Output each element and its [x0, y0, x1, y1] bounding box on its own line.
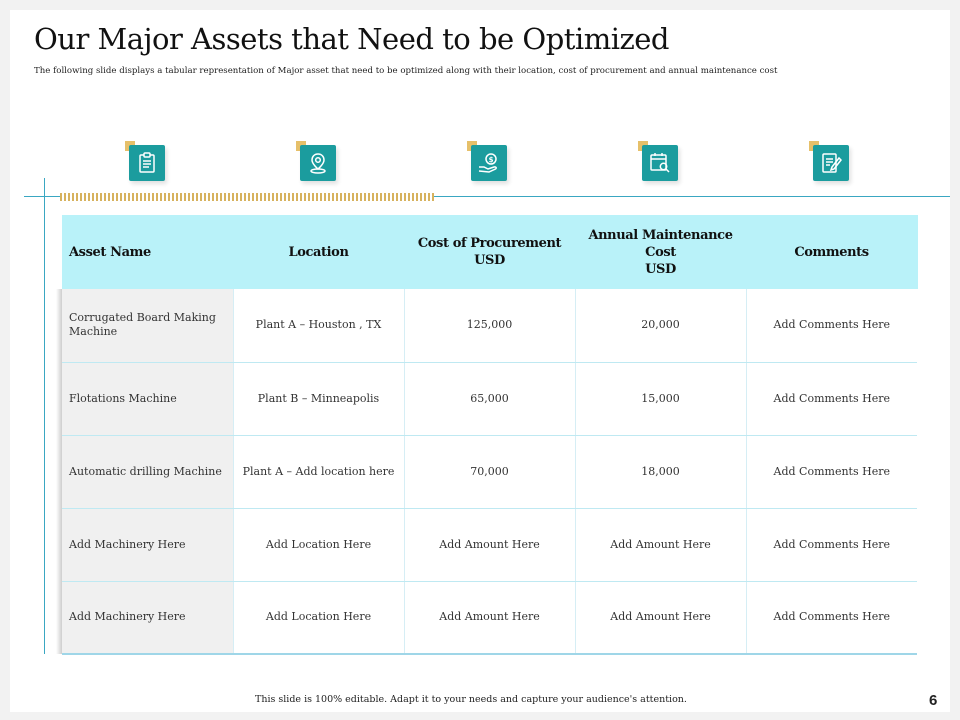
slide-footer: This slide is 100% editable. Adapt it to your needs and capture your audience's attention.	[255, 694, 687, 705]
table-row	[62, 362, 917, 435]
page-number: 6	[929, 692, 938, 709]
table-cell: Automatic drilling Machine	[62, 435, 233, 508]
svg-text:$: $	[488, 156, 494, 164]
vertical-divider	[44, 178, 45, 654]
column-header: Comments	[746, 215, 917, 289]
table-cell: Add Comments Here	[746, 435, 917, 508]
column-header: Cost of Procurement USD	[404, 215, 575, 289]
slide-title: Our Major Assets that Need to be Optimized	[34, 22, 669, 56]
table-header-row	[62, 215, 917, 289]
table-cell: Corrugated Board Making Machine	[62, 289, 233, 362]
table-cell: 70,000	[404, 435, 575, 508]
table-cell: Add Comments Here	[746, 581, 917, 654]
table-cell: Add Comments Here	[746, 508, 917, 581]
location-pin-icon	[296, 141, 340, 185]
table-cell: Add Amount Here	[404, 581, 575, 654]
table-cell: Add Location Here	[233, 508, 404, 581]
column-header: Location	[233, 215, 404, 289]
column-header: Annual Maintenance Cost USD	[575, 215, 746, 289]
table-row	[62, 508, 917, 581]
slide-subtitle: The following slide displays a tabular representation of Major asset that need to be optimized along with their location, cost of procurement and annual maintenance cost	[34, 66, 778, 76]
table-cell: Plant B – Minneapolis	[233, 362, 404, 435]
clipboard-icon	[125, 141, 169, 185]
table-cell: Add Amount Here	[575, 508, 746, 581]
document-edit-icon	[809, 141, 853, 185]
table-cell: Add Amount Here	[575, 581, 746, 654]
icon-tile	[300, 145, 336, 181]
table-cell: 65,000	[404, 362, 575, 435]
table-cell: Add Machinery Here	[62, 508, 233, 581]
table-cell: Add Machinery Here	[62, 581, 233, 654]
slide	[10, 10, 950, 712]
assets-table	[62, 215, 918, 655]
table-row	[62, 435, 917, 508]
table-cell: Add Comments Here	[746, 289, 917, 362]
calendar-search-icon	[638, 141, 682, 185]
money-hand-icon	[467, 141, 511, 185]
table-row	[62, 581, 917, 654]
table-cell: Flotations Machine	[62, 362, 233, 435]
icon-tile	[129, 145, 165, 181]
table-cell: Plant A – Houston , TX	[233, 289, 404, 362]
table-body	[62, 289, 917, 654]
table-cell: Add Location Here	[233, 581, 404, 654]
decorative-ruler	[60, 193, 434, 201]
table-row	[62, 289, 917, 362]
table-cell: 125,000	[404, 289, 575, 362]
table-cell: 20,000	[575, 289, 746, 362]
table-cell: 18,000	[575, 435, 746, 508]
icon-tile	[642, 145, 678, 181]
table-cell: Plant A – Add location here	[233, 435, 404, 508]
table-cell: Add Comments Here	[746, 362, 917, 435]
table-cell: 15,000	[575, 362, 746, 435]
column-header: Asset Name	[62, 215, 233, 289]
table-cell: Add Amount Here	[404, 508, 575, 581]
icon-tile	[471, 145, 507, 181]
icon-tile	[813, 145, 849, 181]
